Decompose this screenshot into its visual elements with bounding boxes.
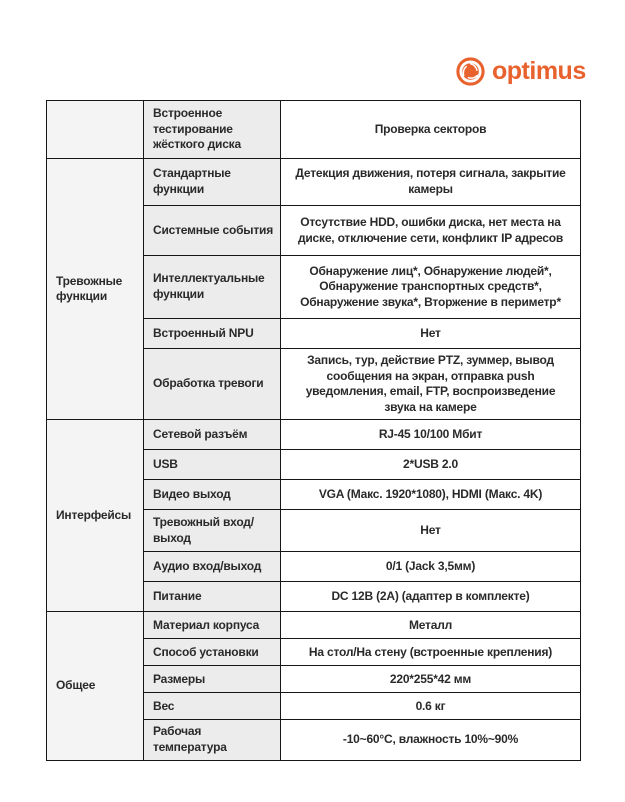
value-cell: Отсутствие HDD, ошибки диска, нет места на диске, отключение сети, конфликт IP адресов (281, 206, 581, 256)
table-row (47, 420, 581, 450)
param-cell: Встроенное тестирование жёсткого диска (144, 101, 281, 159)
param-cell: Сетевой разъём (144, 420, 281, 450)
param-cell: USB (144, 450, 281, 480)
value-cell: 220*255*42 мм (281, 666, 581, 693)
specification-table (46, 100, 581, 761)
param-cell: Рабочая температура (144, 720, 281, 760)
value-cell: 2*USB 2.0 (281, 450, 581, 480)
category-cell: Тревожные функции (47, 159, 144, 420)
param-cell: Питание (144, 582, 281, 612)
value-cell: Нет (281, 510, 581, 552)
category-cell: Интерфейсы (47, 420, 144, 612)
param-cell: Интеллектуальные функции (144, 256, 281, 319)
logo-wordmark: optimus (492, 57, 586, 85)
value-cell: Детекция движения, потеря сигнала, закрытие камеры (281, 159, 581, 206)
param-cell: Тревожный вход/выход (144, 510, 281, 552)
value-cell: Нет (281, 319, 581, 349)
table-row (47, 612, 581, 639)
value-cell: VGA (Макс. 1920*1080), HDMI (Макс. 4K) (281, 480, 581, 510)
param-cell: Стандартные функции (144, 159, 281, 206)
aperture-shutter-icon (456, 57, 485, 86)
value-cell: Проверка секторов (281, 101, 581, 159)
param-cell: Способ установки (144, 639, 281, 666)
param-cell: Видео выход (144, 480, 281, 510)
value-cell: Обнаружение лиц*, Обнаружение людей*, Обнаружение транспортных средств*, Обнаружение звука*, Вторжение в периметр* (281, 256, 581, 319)
value-cell: На стол/На стену (встроенные крепления) (281, 639, 581, 666)
param-cell: Размеры (144, 666, 281, 693)
table-row (47, 159, 581, 206)
value-cell: DC 12В (2A) (адаптер в комплекте) (281, 582, 581, 612)
param-cell: Встроенный NPU (144, 319, 281, 349)
value-cell: 0/1 (Jack 3,5мм) (281, 552, 581, 582)
value-cell: Запись, тур, действие PTZ, зуммер, вывод сообщения на экран, отправка push уведомления, email, FTP, воспроизведение звука на камере (281, 349, 581, 420)
category-cell (47, 101, 144, 159)
param-cell: Обработка тревоги (144, 349, 281, 420)
param-cell: Вес (144, 693, 281, 720)
param-cell: Системные события (144, 206, 281, 256)
value-cell: RJ-45 10/100 Мбит (281, 420, 581, 450)
category-cell: Общее (47, 612, 144, 760)
value-cell: Металл (281, 612, 581, 639)
optimus-logo (456, 57, 586, 86)
value-cell: 0.6 кг (281, 693, 581, 720)
param-cell: Материал корпуса (144, 612, 281, 639)
value-cell: -10~60°C, влажность 10%~90% (281, 720, 581, 760)
table-row (47, 101, 581, 159)
param-cell: Аудио вход/выход (144, 552, 281, 582)
